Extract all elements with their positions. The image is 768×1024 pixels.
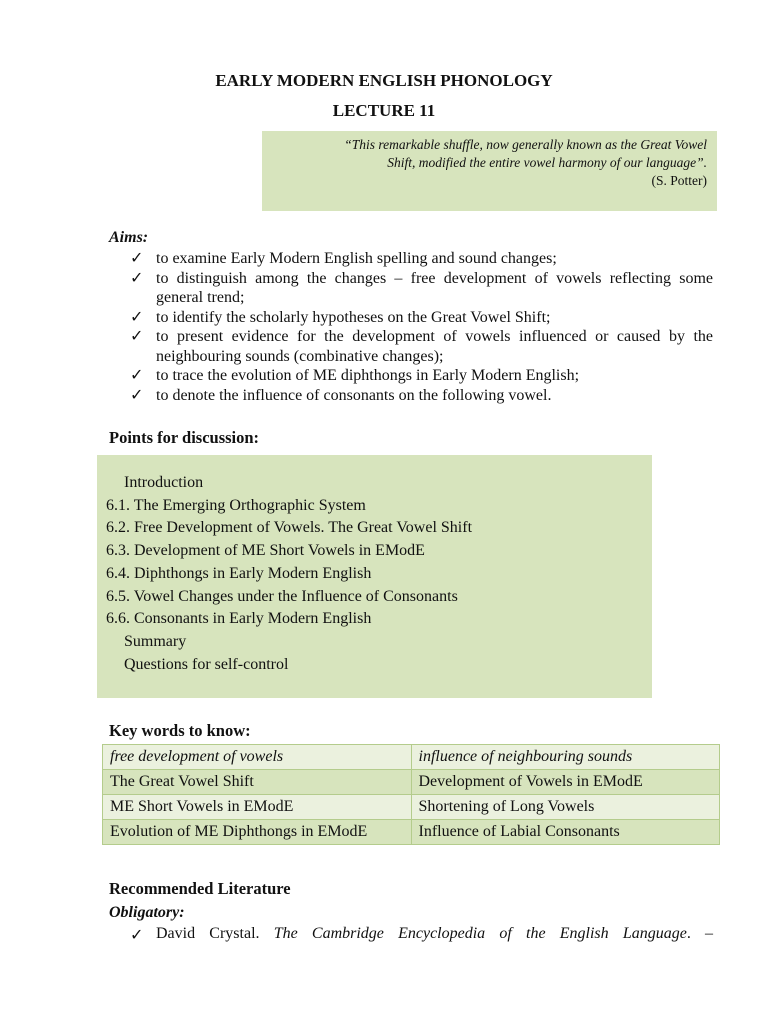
checkmark-icon: ✓ [130, 250, 144, 267]
points-heading: Points for discussion: [109, 428, 260, 447]
table-row [103, 745, 720, 770]
aim-text: to examine Early Modern English spelling and sound changes; [156, 250, 557, 267]
table-cell: Evolution of ME Diphthongs in EModE [103, 820, 412, 845]
epigraph-box [262, 131, 717, 211]
epigraph-author: (S. Potter) [651, 173, 707, 188]
point-item: 6.2. Free Development of Vowels. The Great Vowel Shift [106, 519, 473, 537]
table-cell: Shortening of Long Vowels [411, 795, 720, 820]
aim-item [130, 308, 713, 328]
literature-tail: . – [686, 925, 714, 942]
point-item: 6.6. Consonants in Early Modern English [106, 610, 372, 628]
keywords-table [102, 744, 720, 845]
point-item: Questions for self-control [124, 655, 289, 673]
table-cell: Influence of Labial Consonants [411, 820, 720, 845]
checkmark-icon: ✓ [130, 386, 144, 404]
point-item: 6.4. Diphthongs in Early Modern English [106, 564, 372, 582]
points-box [97, 455, 652, 698]
aim-text: to distinguish among the changes – free development of vowels reflecting some general trend; [156, 269, 713, 306]
table-cell: The Great Vowel Shift [103, 770, 412, 795]
aims-list [130, 249, 713, 405]
table-cell: Development of Vowels in EModE [411, 770, 720, 795]
aim-text: to denote the influence of consonants on the following vowel. [156, 386, 552, 404]
table-row [103, 820, 720, 845]
aim-item [130, 269, 713, 308]
obligatory-label: Obligatory: [109, 904, 185, 921]
lecture-number: LECTURE 11 [332, 101, 436, 120]
literature-title: The Cambridge Encyclopedia of the English Language [273, 925, 687, 942]
aim-item [130, 327, 713, 366]
table-row [103, 795, 720, 820]
table-cell: influence of neighbouring sounds [411, 745, 720, 770]
point-item: Summary [124, 632, 187, 650]
epigraph-quote-line-2: Shift, modified the entire vowel harmony of our language”. [387, 155, 707, 170]
keywords-heading: Key words to know: [109, 721, 251, 740]
table-cell: ME Short Vowels in EModE [103, 795, 412, 820]
checkmark-icon: ✓ [130, 308, 144, 326]
checkmark-icon: ✓ [130, 367, 144, 384]
document-title: EARLY MODERN ENGLISH PHONOLOGY [215, 71, 553, 90]
checkmark-icon: ✓ [130, 328, 144, 345]
point-item: 6.3. Development of ME Short Vowels in EModE [106, 542, 425, 560]
literature-author: David Crystal. [156, 925, 260, 942]
table-cell: free development of vowels [103, 745, 412, 770]
aim-text: to present evidence for the development of vowels influenced or caused by the neighbouring sounds (combinative changes); [156, 328, 713, 365]
point-item: 6.1. The Emerging Orthographic System [106, 496, 366, 514]
aim-text: to trace the evolution of ME diphthongs in Early Modern English; [156, 367, 580, 384]
point-item: 6.5. Vowel Changes under the Influence of Consonants [106, 587, 458, 605]
checkmark-icon: ✓ [130, 927, 144, 944]
aim-item [130, 366, 713, 386]
aim-text: to identify the scholarly hypotheses on the Great Vowel Shift; [156, 308, 551, 326]
point-item: Introduction [124, 474, 204, 491]
literature-heading: Recommended Literature [109, 879, 291, 898]
aim-item [130, 249, 713, 269]
aim-item [130, 386, 713, 406]
table-row [103, 770, 720, 795]
literature-item [130, 925, 713, 945]
epigraph-quote-line-1: “This remarkable shuffle, now generally known as the Great Vowel [344, 137, 707, 152]
checkmark-icon: ✓ [130, 269, 144, 287]
aims-label: Aims: [109, 229, 149, 246]
